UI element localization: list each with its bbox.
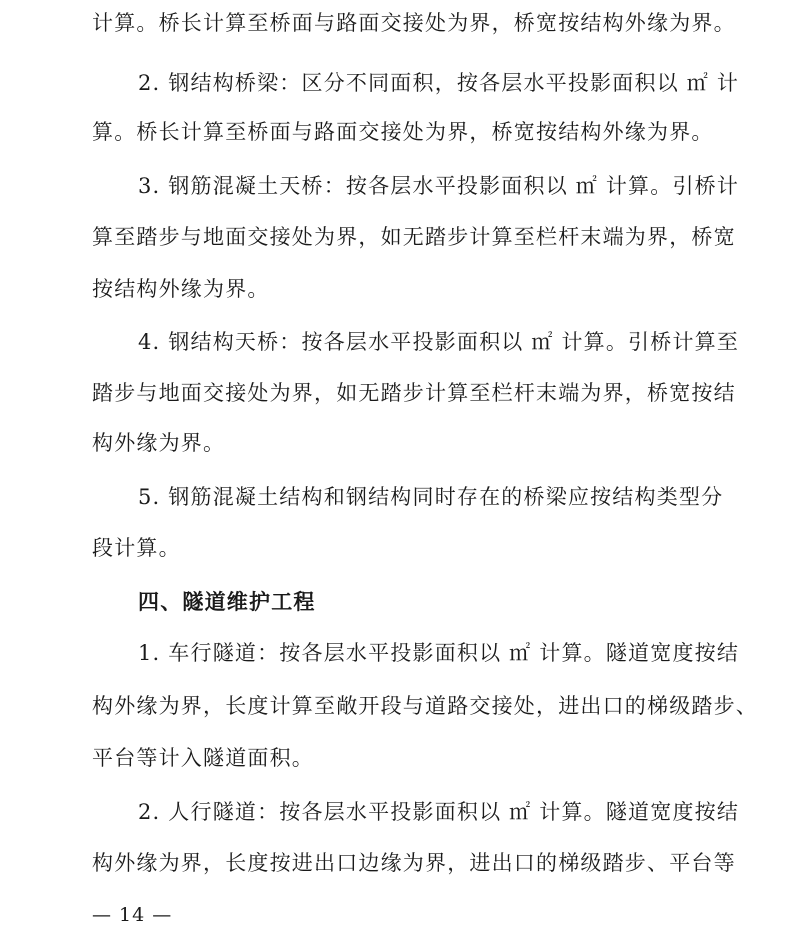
text-line: 3. 钢筋混凝土天桥：按各层水平投影面积以 ㎡ 计算。引桥计 xyxy=(138,174,740,198)
text-line: 2. 人行隧道：按各层水平投影面积以 ㎡ 计算。隧道宽度按结 xyxy=(138,800,740,824)
text-line: 1. 车行隧道：按各层水平投影面积以 ㎡ 计算。隧道宽度按结 xyxy=(138,641,740,665)
text-line: 5. 钢筋混凝土结构和钢结构同时存在的桥梁应按结构类型分 xyxy=(138,485,724,509)
section-heading: 四、隧道维护工程 xyxy=(138,590,316,614)
text-line: 2. 钢结构桥梁：区分不同面积，按各层水平投影面积以 ㎡ 计 xyxy=(138,71,740,95)
text-line: 构外缘为界，长度按进出口边缘为界，进出口的梯级踏步、平台等 xyxy=(92,851,736,875)
text-line: 构外缘为界。 xyxy=(92,431,226,455)
text-line: 踏步与地面交接处为界，如无踏步计算至栏杆末端为界，桥宽按结 xyxy=(92,381,736,405)
text-line: 4. 钢结构天桥：按各层水平投影面积以 ㎡ 计算。引桥计算至 xyxy=(138,330,740,354)
text-line: 按结构外缘为界。 xyxy=(92,277,270,301)
text-line: 段计算。 xyxy=(92,536,181,560)
text-line: 算。桥长计算至桥面与路面交接处为界，桥宽按结构外缘为界。 xyxy=(92,120,714,144)
text-line: 平台等计入隧道面积。 xyxy=(92,746,314,770)
page-number: — 14 — xyxy=(92,904,173,926)
text-line: 计算。桥长计算至桥面与路面交接处为界，桥宽按结构外缘为界。 xyxy=(92,11,736,35)
text-line: 构外缘为界，长度计算至敞开段与道路交接处，进出口的梯级踏步、 xyxy=(92,694,758,718)
text-line: 算至踏步与地面交接处为界，如无踏步计算至栏杆末端为界，桥宽 xyxy=(92,225,736,249)
